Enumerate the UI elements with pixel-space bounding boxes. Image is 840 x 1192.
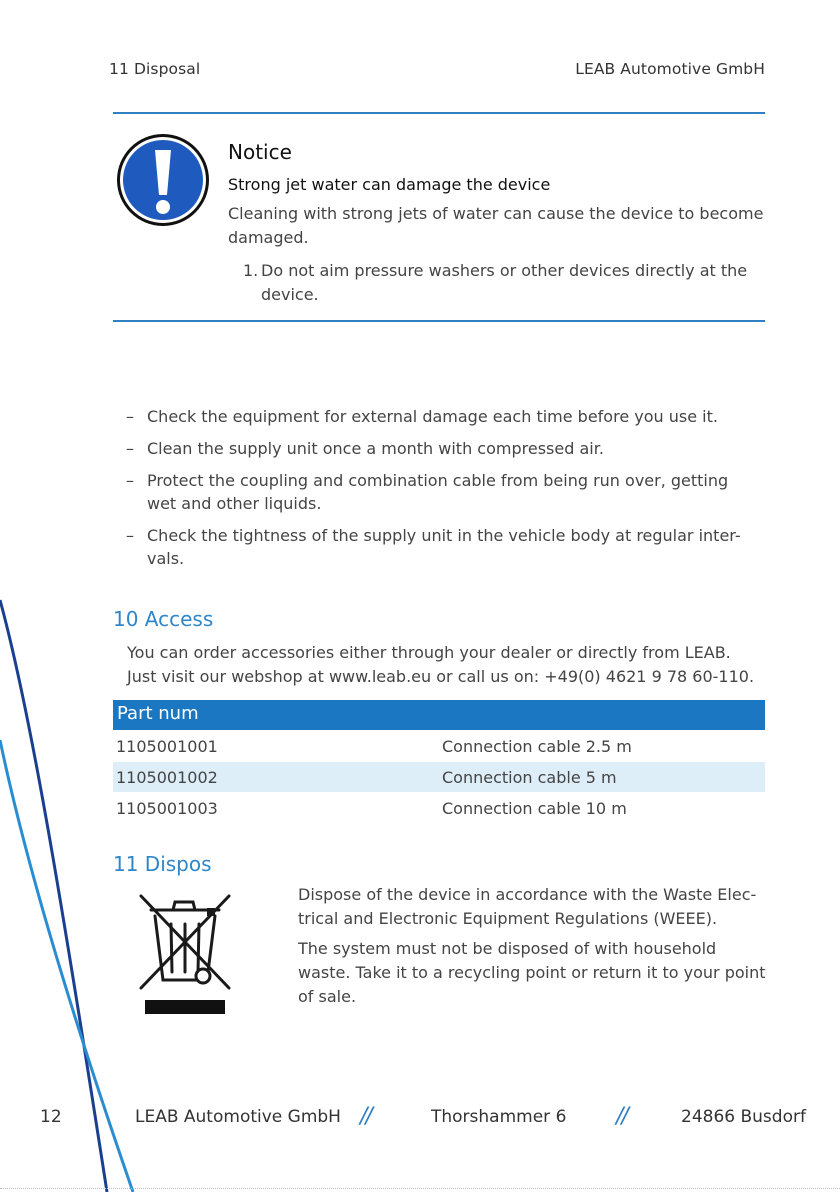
list-item: – Check the tightness of the supply unit in the vehicle body at regular inter-vals. <box>126 526 741 568</box>
list-item: – Check the equipment for external damage each time before you use it. <box>126 407 718 426</box>
notice-body: Cleaning with strong jets of water can cause the device to become damaged. <box>228 204 764 247</box>
table-row: 1105001001 Connection cable 2.5 m <box>116 737 632 756</box>
disposal-text <box>298 883 768 1015</box>
footer-city: 24866 Busdorf <box>681 1107 806 1127</box>
notice-step-text: Do not aim pressure washers or other devices directly at the device. <box>261 261 748 304</box>
notice-top-rule <box>113 112 765 114</box>
disposal-heading: 11 Dispos <box>113 852 212 876</box>
disposal-paragraph-2: The system must not be disposed of with household waste. Take it to a recycling point or return it to your point of sale. <box>298 939 766 1006</box>
list-dash: – <box>126 471 134 490</box>
running-header-section: 11 Disposal <box>109 60 201 78</box>
notice-bottom-rule <box>113 320 765 322</box>
list-dash: – <box>126 526 134 545</box>
list-dash: – <box>126 439 134 458</box>
notice-subtitle: Strong jet water can damage the device <box>228 175 551 194</box>
table-header-label: Part num <box>117 703 199 724</box>
footer-street: Thorshammer 6 <box>431 1107 567 1127</box>
notice-step <box>243 259 763 307</box>
access-text: You can order accessories either through your dealer or directly from LEAB. Just visit our webshop at www.leab.eu or call us on: +49(0) 4621 9 78 60-110. <box>127 643 755 686</box>
weee-crossed-bin-icon <box>137 888 233 1018</box>
list-dash: – <box>126 407 134 426</box>
footer-separator: // <box>616 1104 627 1129</box>
maintenance-list <box>126 405 756 579</box>
page-number: 12 <box>40 1107 62 1127</box>
table-row: 1105001002 Connection cable 5 m <box>113 762 765 792</box>
disposal-paragraph-1: Dispose of the device in accordance with the Waste Elec-trical and Electronic Equipment Regulations (WEEE). <box>298 885 757 928</box>
list-item: – Clean the supply unit once a month with compressed air. <box>126 439 604 458</box>
bottom-dotted-edge <box>0 1188 840 1190</box>
exclamation-icon <box>115 132 211 228</box>
footer-company: LEAB Automotive GmbH <box>135 1107 341 1127</box>
list-item: – Protect the coupling and combination cable from being run over, getting wet and other liquids. <box>126 471 729 513</box>
notice-title: Notice <box>228 140 292 164</box>
footer-separator: // <box>360 1104 371 1129</box>
notice-step-number: 1. <box>243 261 259 280</box>
access-heading: 10 Access <box>113 607 214 631</box>
table-header <box>113 700 765 730</box>
table-row: 1105001003 Connection cable 10 m <box>116 799 627 818</box>
running-header-company: LEAB Automotive GmbH <box>575 60 765 78</box>
